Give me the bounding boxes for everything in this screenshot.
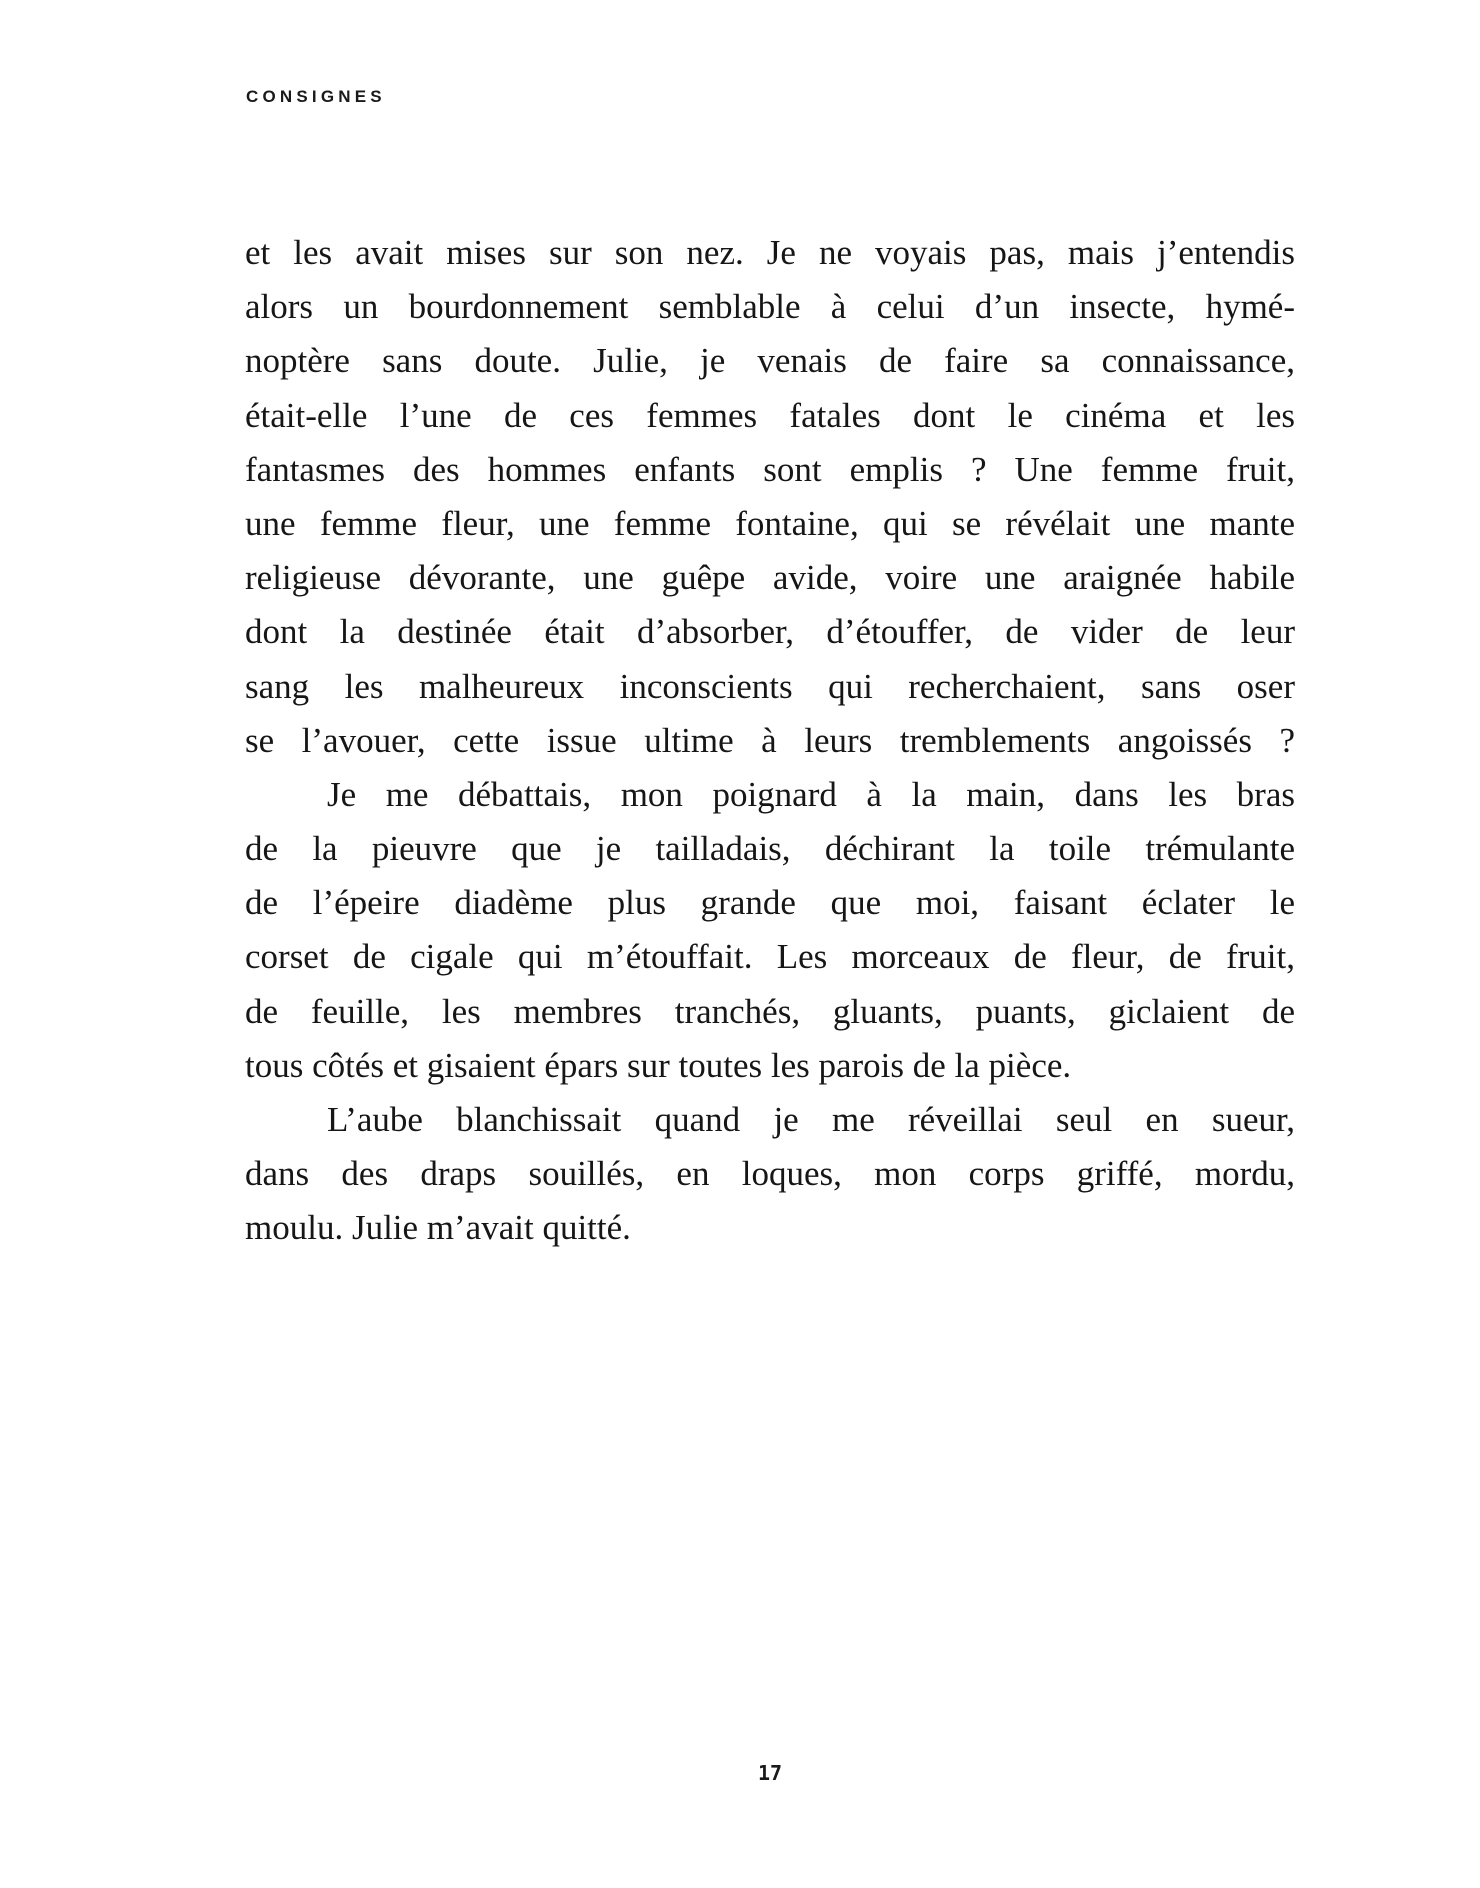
text-line: moulu. Julie m’avait quitté. <box>245 1208 631 1248</box>
text-line: Je me débattais, mon poignard à la main, dans les bras <box>327 774 1295 814</box>
text-line: tous côtés et gisaient épars sur toutes les parois de la pièce. <box>245 1045 1072 1085</box>
text-line: fantasmes des hommes enfants sont emplis ? Une femme fruit, <box>245 449 1295 489</box>
text-line: de feuille, les membres tranchés, gluants, puants, giclaient de <box>245 991 1295 1031</box>
paragraph-3 <box>245 1093 1295 1256</box>
text-line: de la pieuvre que je tailladais, déchirant la toile trémulante <box>245 829 1295 869</box>
text-line: une femme fleur, une femme fontaine, qui se révélait une mante <box>245 503 1295 543</box>
text-line: alors un bourdonnement semblable à celui d’un insecte, hymé- <box>245 287 1295 327</box>
text-line: religieuse dévorante, une guêpe avide, voire une araignée habile <box>245 558 1295 598</box>
text-line: dont la destinée était d’absorber, d’étouffer, de vider de leur <box>245 612 1295 652</box>
text-line: se l’avouer, cette issue ultime à leurs tremblements angoissés ? <box>245 720 1295 760</box>
text-line: sang les malheureux inconscients qui recherchaient, sans oser <box>245 666 1295 706</box>
text-line: dans des draps souillés, en loques, mon corps griffé, mordu, <box>245 1154 1295 1194</box>
paragraph-1 <box>245 226 1295 768</box>
text-line: L’aube blanchissait quand je me réveillai seul en sueur, <box>327 1100 1295 1139</box>
paragraph-2 <box>245 768 1295 1093</box>
text-line: de l’épeire diadème plus grande que moi, faisant éclater le <box>245 883 1295 923</box>
chapter-title: CONSIGNES <box>246 87 386 106</box>
page-number: 17 <box>757 1761 783 1785</box>
body-text <box>245 226 1295 1256</box>
text-line: et les avait mises sur son nez. Je ne voyais pas, mais j’entendis <box>245 233 1295 272</box>
text-line: noptère sans doute. Julie, je venais de faire sa connaissance, <box>245 341 1295 381</box>
text-line: corset de cigale qui m’étouffait. Les morceaux de fleur, de fruit, <box>245 937 1295 977</box>
text-line: était-elle l’une de ces femmes fatales dont le cinéma et les <box>245 395 1295 435</box>
